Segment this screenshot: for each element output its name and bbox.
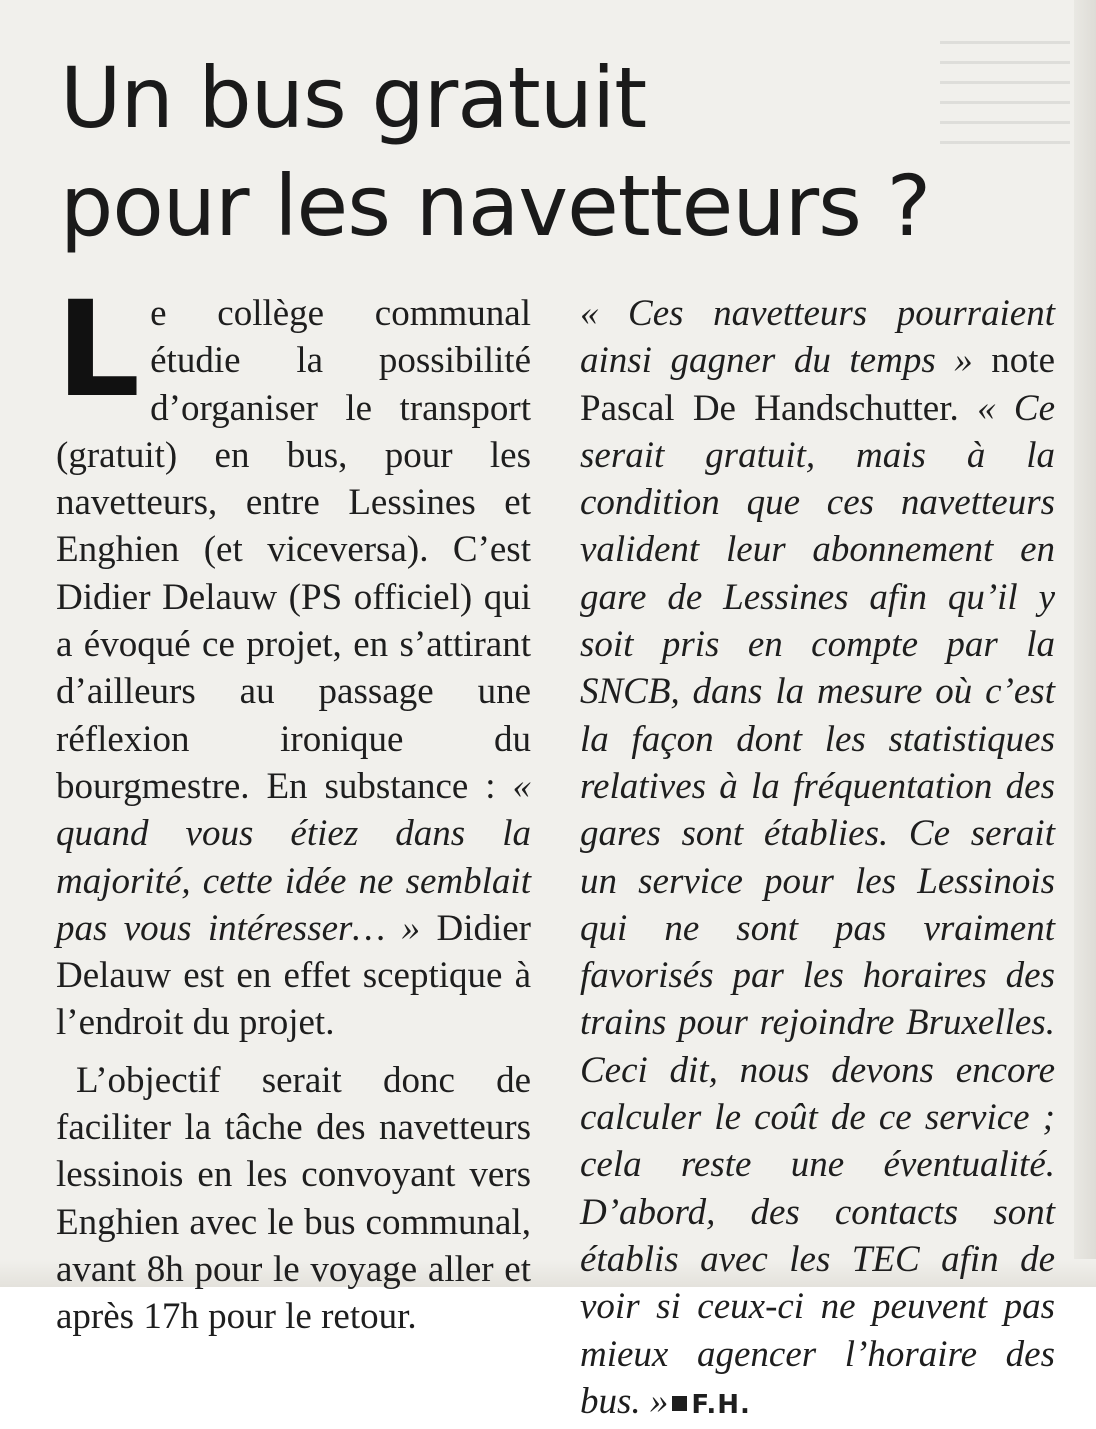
headline-line-1: Un bus gratuit [60,49,647,147]
paragraph-2-continued [580,290,1055,1429]
quote-navetteurs: « Ces navetteurs pourraient ainsi gagner du temps » [580,293,1055,382]
paragraph-2-text: L’objectif serait donc de faciliter la tâche des navetteurs lessinois en les convoyant vers Enghien avec le bus communal, avant 8h pour le voyage aller et après 17h pour le retour. [56,1059,531,1338]
paragraph-1-end: Didier Delauw est en effet sceptique à l’endroit du projet. [56,907,532,1044]
quote-bourgmestre: « quand vous étiez dans la majorité, cette idée ne semblait pas vous intéresser… » [56,765,531,949]
signature-text: F.H. [691,1389,751,1420]
article-column-left [56,273,532,1341]
headline-line-2: pour les navetteurs ? [60,157,931,255]
paragraph-1 [56,273,532,1047]
paragraph-2 [56,1057,531,1341]
drop-cap: L [56,273,141,427]
article-column-right [580,290,1055,1429]
paper-edge [1074,0,1096,1287]
signature-square-icon [672,1396,687,1411]
attribution-text: note Pascal De Handschutter. [580,340,1056,429]
paragraph-1-text: e collège communal étudie la possibilité d’organiser le transport (gratuit) en bus, pour les navetteurs, entre Lessines et Enghien (et viceversa). C’est Didier Delauw (PS officiel) qui a évoqué ce projet, en s’attirant d’ailleurs au passage une réflexion ironique du bourgmestre. En substance : [56,293,531,807]
quote-handschutter: « Ce serait gratuit, mais à la condition que ces navetteurs valident leur abonnement en gare de Lessines afin qu’il y soit pris en compte par la SNCB, dans la mesure où c’est la façon dont les statistiques relatives à la fréquentation des gares sont établies. Ce serait un service pour les Lessinois qui ne sont pas vraiment favorisés par les horaires des trains pour rejoindre Bruxelles. Ceci dit, nous devons encore calculer le coût de ce service ; cela reste une éventualité. D’abord, des contacts sont établis avec les TEC afin de voir si ceux-ci ne peuvent pas mieux agencer l’horaire des bus. » [580,387,1055,1422]
author-signature [672,1390,750,1420]
headline [60,44,1040,260]
